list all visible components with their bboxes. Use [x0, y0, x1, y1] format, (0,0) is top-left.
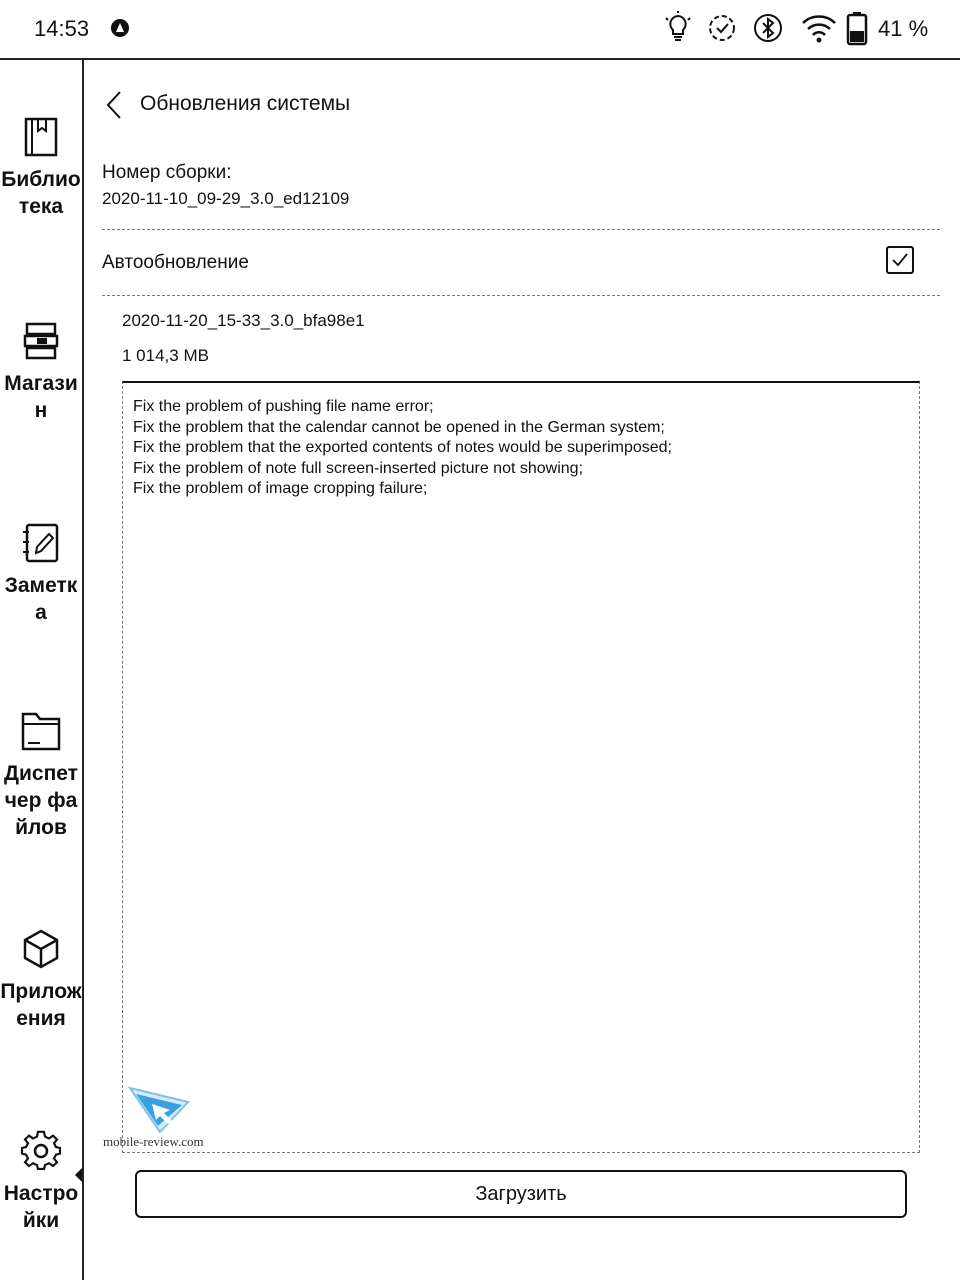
watermark-text: mobile-review.com	[103, 1134, 204, 1149]
status-bar	[0, 0, 960, 60]
sidebar-item-label: Магазин	[4, 372, 78, 422]
battery-percentage: 41 %	[878, 16, 929, 41]
back-arrow-icon[interactable]	[102, 88, 126, 122]
page-title: Обновления системы	[140, 92, 351, 115]
update-version: 2020-11-20_15-33_3.0_bfa98e1	[122, 311, 365, 330]
sidebar-item-label: Заметка	[4, 574, 78, 624]
status-time: 14:53	[34, 16, 90, 41]
download-button[interactable]: Загрузить	[135, 1170, 907, 1218]
library-icon	[23, 116, 59, 158]
bluetooth-icon[interactable]	[752, 10, 784, 46]
folder-icon	[20, 710, 62, 752]
sidebar-item-label: Диспетчер файлов	[4, 762, 78, 839]
divider	[102, 295, 940, 296]
sidebar-item-label: Библиотека	[1, 168, 81, 218]
sidebar-item-file-manager[interactable]	[0, 710, 82, 841]
auto-update-label: Автообновление	[102, 252, 249, 273]
sidebar-item-library[interactable]	[0, 116, 82, 220]
build-number-label: Номер сборки:	[102, 162, 232, 183]
update-size: 1 014,3 MB	[122, 346, 209, 365]
gear-icon	[20, 1130, 62, 1172]
changelog-line: Fix the problem of pushing file name error;	[133, 398, 434, 415]
changelog-line: Fix the problem that the exported contents of notes would be superimposed;	[133, 439, 672, 456]
battery-icon	[846, 10, 868, 46]
notification-icon	[110, 18, 130, 38]
auto-update-checkbox[interactable]	[886, 246, 914, 274]
changelog-line: Fix the problem that the calendar cannot be opened in the German system;	[133, 418, 665, 436]
sidebar	[0, 60, 84, 1280]
changelog-line: Fix the problem of note full screen-inserted picture not showing;	[133, 459, 584, 477]
active-item-marker	[75, 1168, 82, 1182]
build-number-value: 2020-11-10_09-29_3.0_ed12109	[102, 189, 350, 208]
sidebar-item-label: Настройки	[3, 1182, 79, 1232]
sidebar-item-apps[interactable]	[0, 928, 82, 1032]
sidebar-item-store[interactable]	[0, 320, 82, 424]
notes-icon	[21, 522, 61, 564]
sidebar-item-notes[interactable]	[0, 522, 82, 626]
changelog-line: Fix the problem of image cropping failure;	[133, 480, 428, 497]
frontlight-bulb-icon[interactable]	[662, 10, 694, 46]
refresh-mode-icon[interactable]	[706, 10, 738, 46]
checkmark-icon	[891, 251, 909, 269]
apps-cube-icon	[21, 928, 61, 970]
wifi-icon[interactable]	[800, 10, 838, 46]
sidebar-item-settings[interactable]	[0, 1130, 82, 1234]
sidebar-item-label: Приложения	[0, 980, 82, 1030]
changelog-box[interactable]	[122, 381, 920, 1153]
divider	[102, 229, 940, 230]
store-icon	[21, 320, 61, 362]
